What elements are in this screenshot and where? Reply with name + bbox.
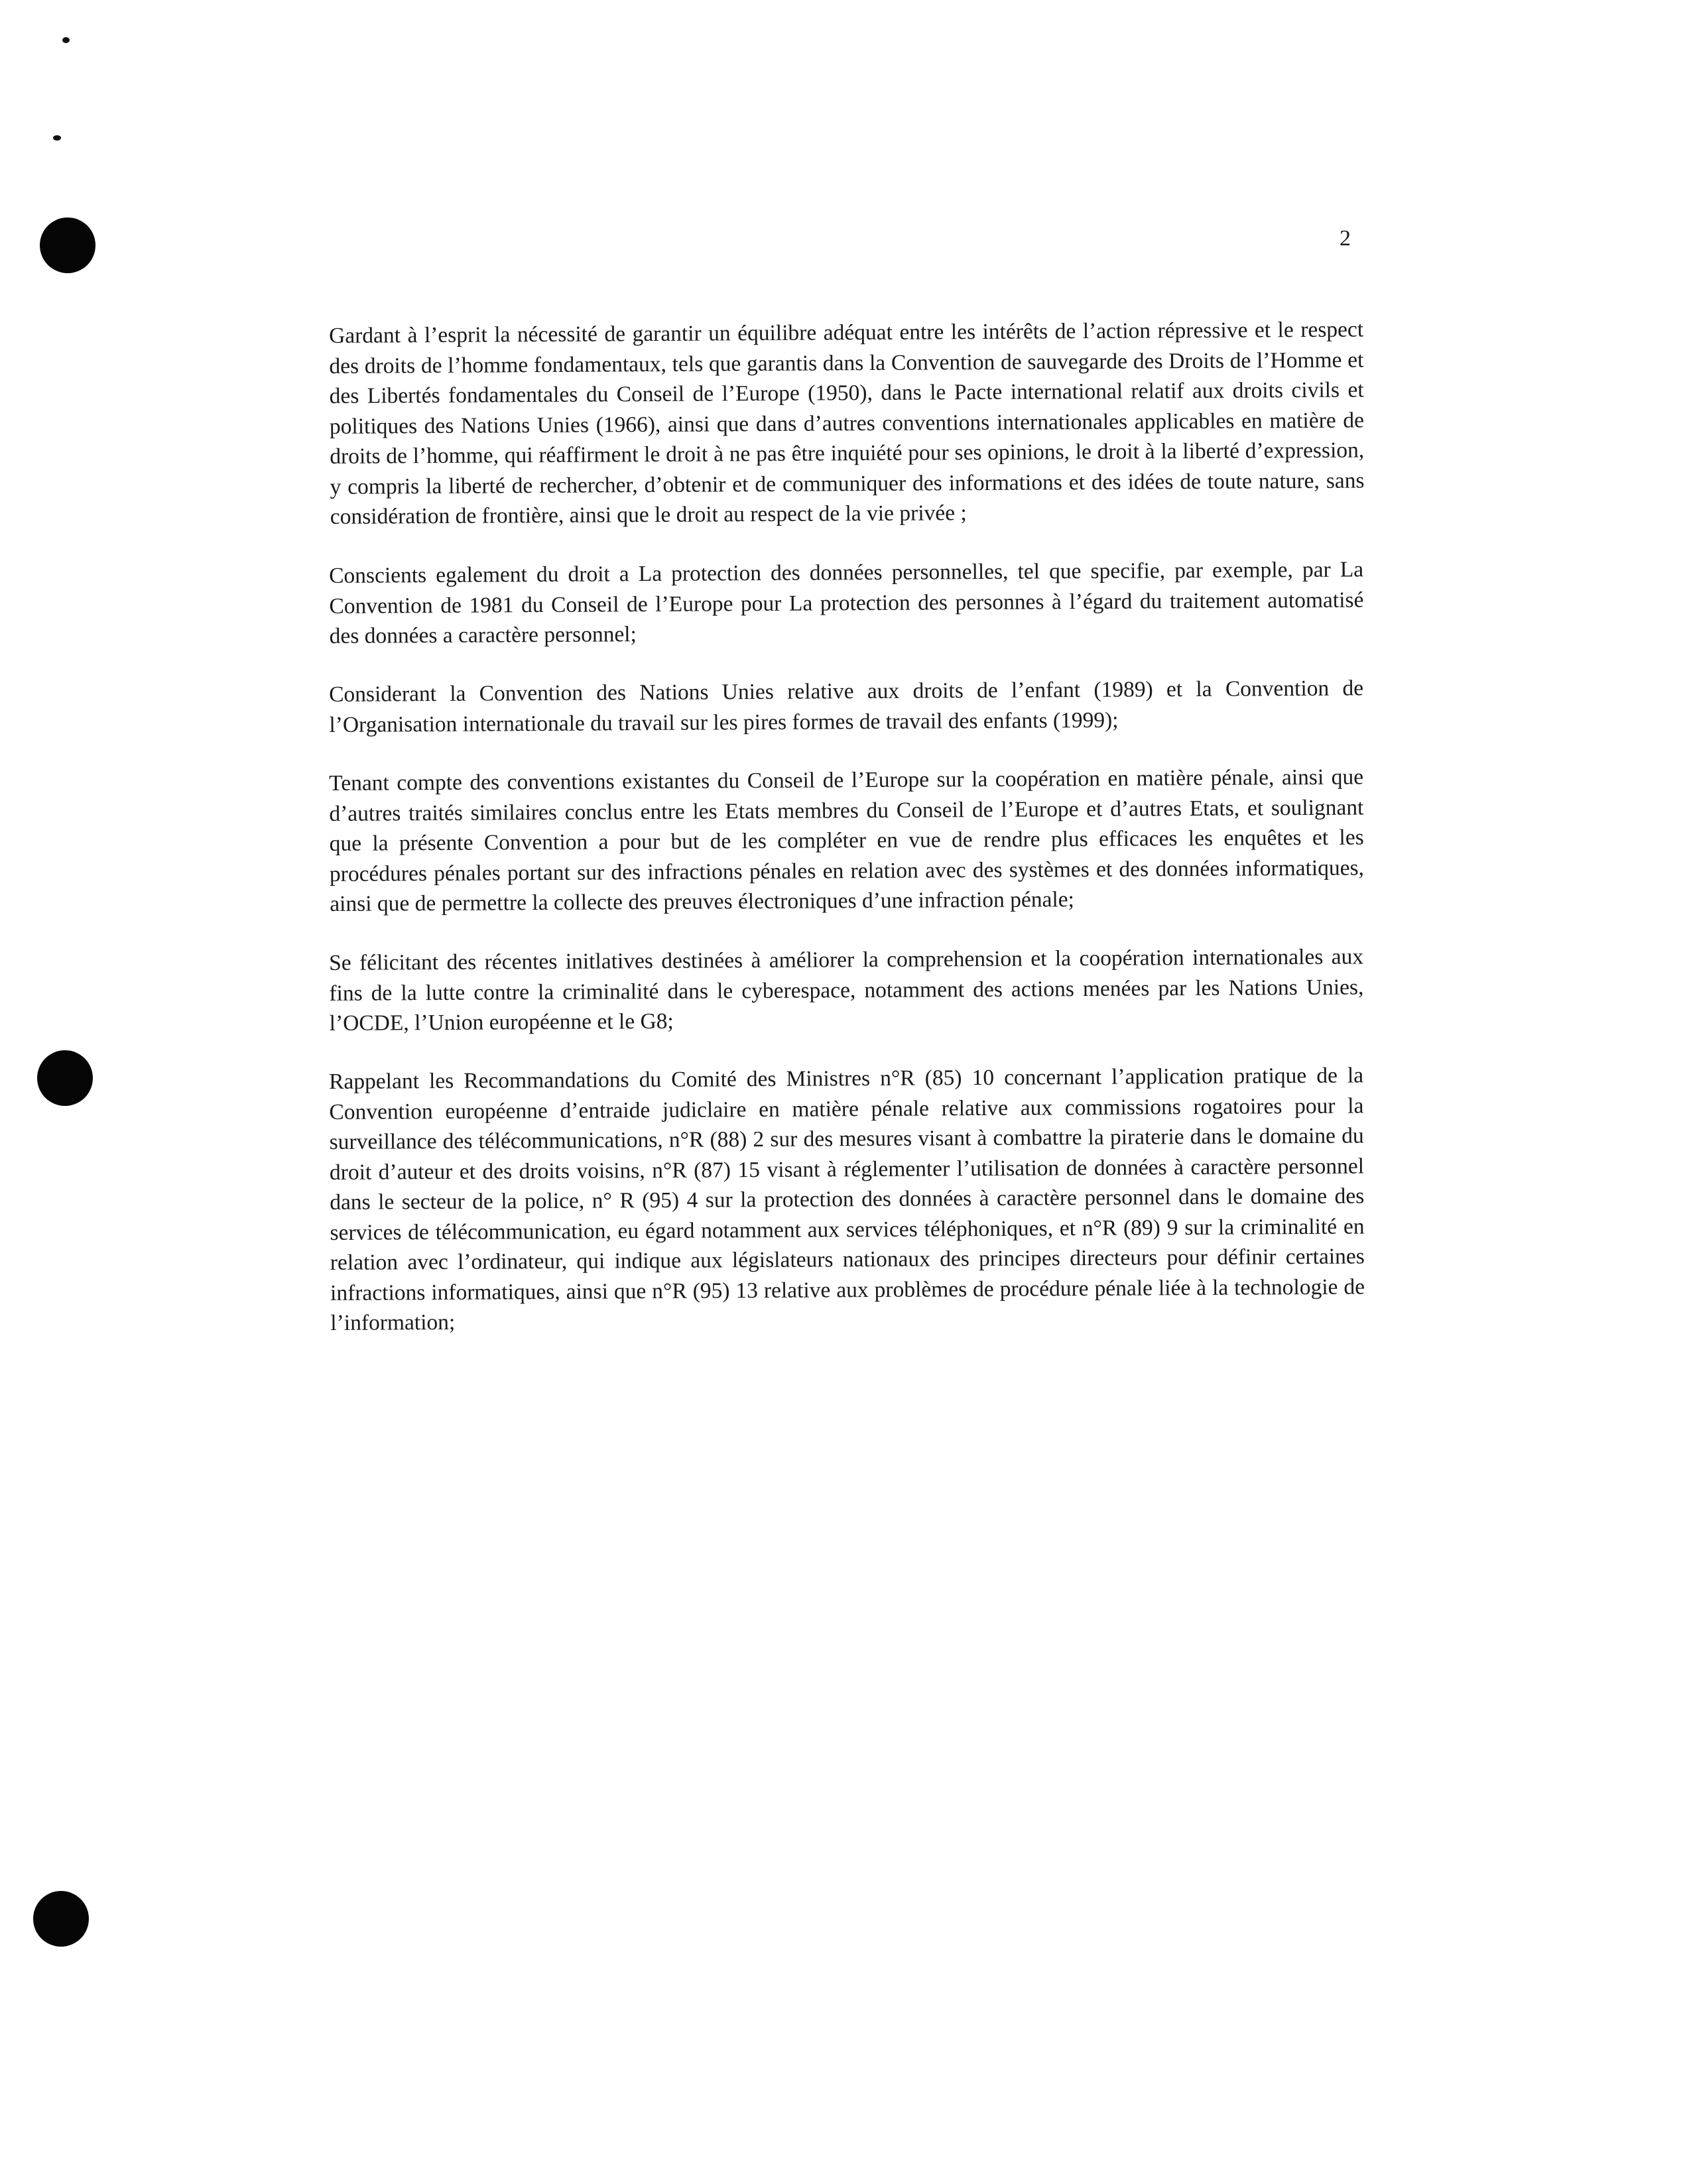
paragraph-tenant-compte: Tenant compte des conventions existantes du Conseil de l’Europe sur la coopération en matière pénale, ainsi que d’autres traités similaires conclus entre les Etats membres du Conseil de l’Europe et d’autres Etats, et soulignant que la présente Convention a pour but de les compléter en vue de rendre plus efficaces les enquêtes et les procédures pénales portant sur des infractions pénales en relation avec des systèmes et des données informatiques, ainsi que de permettre la collecte des preuves électroniques d’une infraction pénale;	[329, 764, 1365, 916]
punch-hole-top	[40, 217, 95, 273]
paragraph-considerant: Considerant la Convention des Nations Unies relative aux droits de l’enfant (1989) et la Convention de l’Organisation internationale du travail sur les pires formes de travail des enfants (1999);	[329, 676, 1364, 737]
punch-hole-bottom	[33, 1891, 89, 1947]
paragraph-conscients: Conscients egalement du droit a La protection des données personnelles, tel que specifie, par exemple, par La Convention de 1981 du Conseil de l’Europe pour La protection des personnes à l’égard du traitement automatisé des données a caractère personnel;	[329, 556, 1364, 648]
paragraph-gardant: Gardant à l’esprit la nécessité de garantir un équilibre adéquat entre les intérêts de l’action répressive et le respect des droits de l’homme fondamentaux, tels que garantis dans la Convention de sauvegarde des Droits de l’Homme et des Libertés fondamentales du Conseil de l’Europe (1950), dans le Pacte international relatif aux droits civils et politiques des Nations Unies (1966), ainsi que dans d’autres conventions internationales applicables en matière de droits de l’homme, qui réaffirment le droit à ne pas être inquiété pour ses opinions, le droit à la liberté d’expression, y compris la liberté de rechercher, d’obtenir et de communiquer des informations et des idées de toute nature, sans considération de frontière, ainsi que le droit au respect de la vie privée ;	[329, 317, 1365, 529]
page-number: 2	[1340, 226, 1351, 251]
document-body	[329, 317, 1365, 1367]
scan-speck	[53, 135, 61, 141]
scan-speck	[62, 37, 70, 43]
paragraph-rappelant: Rappelant les Recommandations du Comité des Ministres n°R (85) 10 concernant l’application pratique de la Convention européenne d’entraide judiclaire en matière pénale relative aux commissions rogatoires pour la surveillance des télécommunications, n°R (88) 2 sur des mesures visant à combattre la piraterie dans le domaine du droit d’auteur et des droits voisins, n°R (87) 15 visant à réglementer l’utilisation de données à caractère personnel dans le secteur de la police, n° R (95) 4 sur la protection des données à caractère personnel dans le domaine des services de télécommunication, eu égard notamment aux services téléphoniques, et n°R (89) 9 sur la criminalité en relation avec l’ordinateur, qui indique aux législateurs nationaux des principes directeurs pour définir certaines infractions informatiques, ainsi que n°R (95) 13 relative aux problèmes de procédure pénale liée à la technologie de l’information;	[329, 1063, 1365, 1335]
punch-hole-middle	[37, 1050, 93, 1106]
paragraph-se-felicitant: Se félicitant des récentes initlatives destinées à améliorer la comprehension et la coopération internationales aux fins de la lutte contre la criminalité dans le cyberespace, notamment des actions menées par les Nations Unies, l’OCDE, l’Union européenne et le G8;	[329, 943, 1364, 1036]
